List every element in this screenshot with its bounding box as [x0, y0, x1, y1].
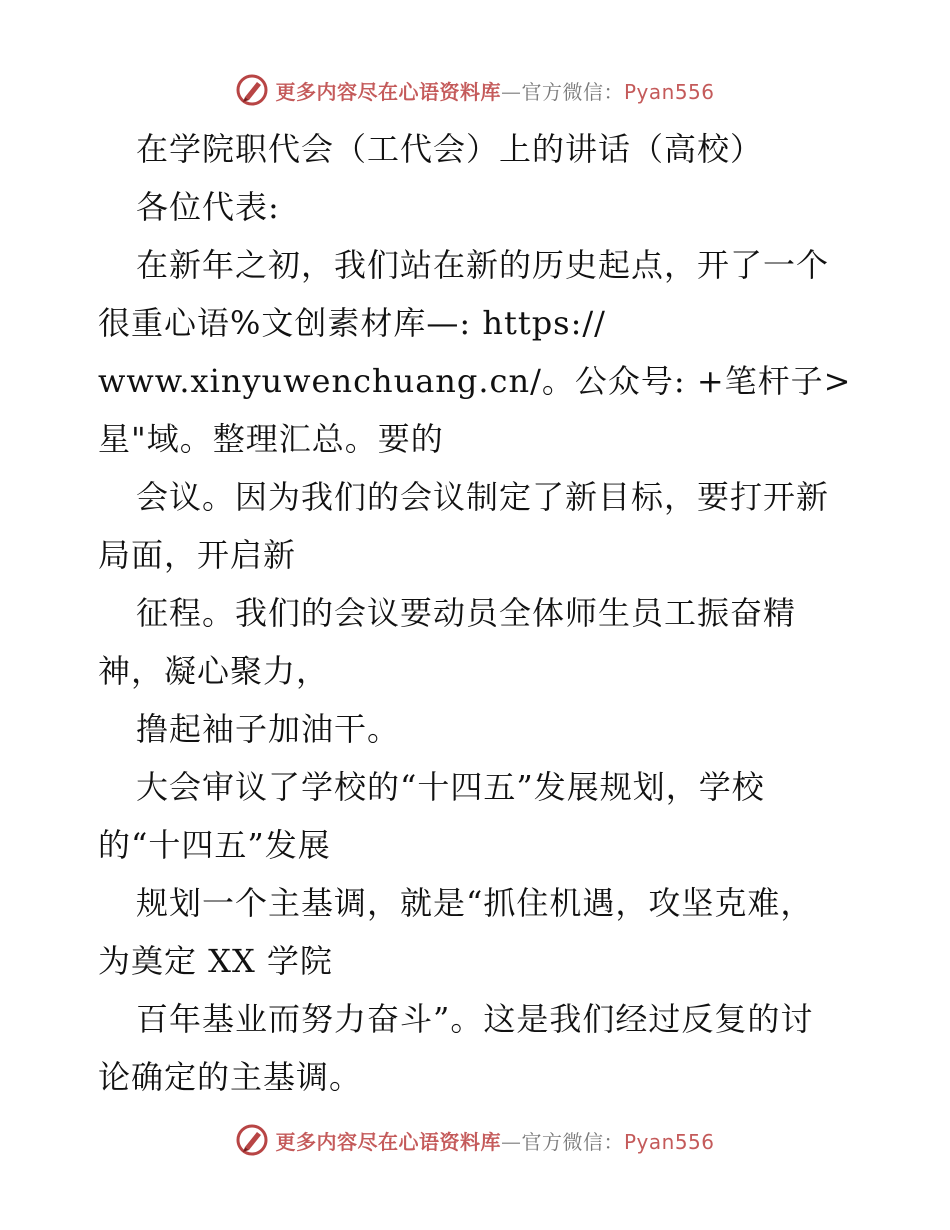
paragraph-line: 星"域。整理汇总。要的	[98, 420, 444, 458]
paragraph-line: 的“十四五”发展	[98, 826, 331, 864]
banner-wechat-label: 官方微信：	[521, 79, 624, 104]
banner-wechat-id: Pyan556	[623, 79, 715, 104]
pen-logo-icon	[235, 1123, 269, 1157]
banner-text	[275, 1126, 714, 1155]
banner-separator: —	[500, 79, 522, 104]
pen-logo-icon	[235, 73, 269, 107]
banner-separator: —	[500, 1129, 522, 1154]
paragraph-line: 为奠定 XX 学院	[98, 942, 333, 980]
banner-wechat-id: Pyan556	[623, 1129, 715, 1154]
paragraph-line: 论确定的主基调。	[98, 1058, 363, 1096]
paragraph-line: www.xinyuwenchuang.cn/。公众号: +笔杆子>	[98, 362, 852, 400]
document-title: 在学院职代会（工代会）上的讲话（高校）	[136, 130, 764, 168]
banner-wechat-label: 官方微信：	[521, 1129, 624, 1154]
paragraph-line: 很重心语%文创素材库—: https://	[98, 304, 606, 342]
paragraph-line: 局面，开启新	[98, 536, 297, 574]
paragraph-line: 规划一个主基调，就是“抓住机遇，攻坚克难，	[136, 884, 814, 922]
salutation: 各位代表:	[136, 188, 280, 226]
paragraph-line: 征程。我们的会议要动员全体师生员工振奋精	[136, 594, 797, 632]
paragraph-line: 会议。因为我们的会议制定了新目标，要打开新	[136, 478, 830, 516]
banner-main-text: 更多内容尽在心语资料库	[275, 1129, 501, 1154]
paragraph-line: 撸起袖子加油干。	[136, 710, 401, 748]
paragraph-line: 大会审议了学校的“十四五”发展规划，学校	[136, 768, 765, 806]
footer-banner	[0, 1120, 950, 1160]
paragraph-line: 神，凝心聚力，	[98, 652, 330, 690]
banner-main-text: 更多内容尽在心语资料库	[275, 79, 501, 104]
paragraph-line: 百年基业而努力奋斗”。这是我们经过反复的讨	[136, 1000, 814, 1038]
paragraph-line: 在新年之初，我们站在新的历史起点，开了一个	[136, 246, 830, 284]
document-body	[98, 120, 868, 1106]
header-banner	[0, 70, 950, 110]
banner-text	[275, 76, 714, 105]
